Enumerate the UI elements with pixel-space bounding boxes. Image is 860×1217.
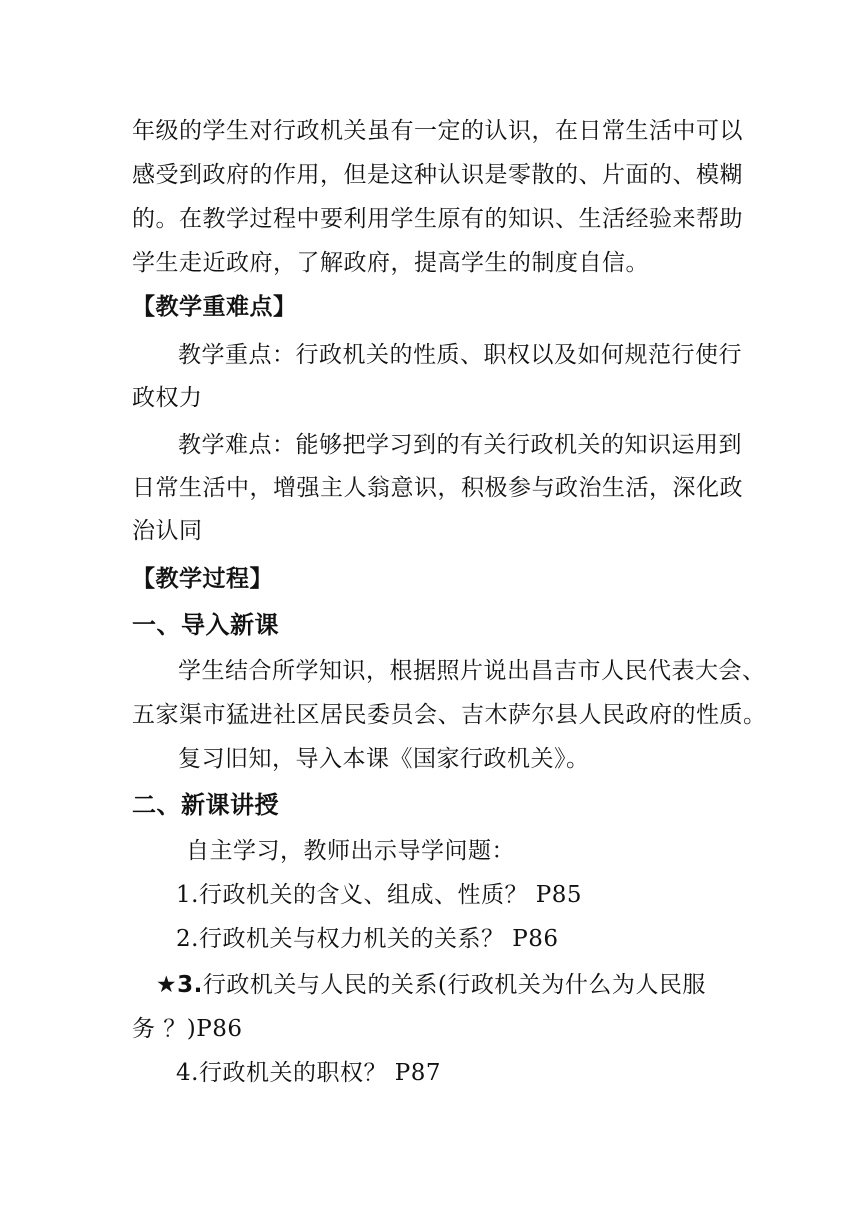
question-4: 4.行政机关的职权？ P87 [176, 1060, 441, 1086]
star-icon: ★3. [156, 972, 203, 998]
section-1-para-line-2: 五家渠市猛进社区居民委员会、吉木萨尔县人民政府的性质。 [132, 702, 767, 728]
question-3-line-1 [156, 970, 706, 1000]
section-1-para-2: 复习旧知，导入本课《国家行政机关》。 [178, 746, 590, 772]
key-point-line-1: 教学重点：行政机关的性质、职权以及如何规范行使行 [178, 342, 742, 368]
question-1: 1.行政机关的含义、组成、性质？ P85 [176, 882, 582, 908]
difficult-point-line-2: 日常生活中，增强主人翁意识，积极参与政治生活，深化政 [132, 475, 743, 501]
section-2-title: 二、新课讲授 [132, 791, 279, 819]
question-2: 2.行政机关与权力机关的关系？ P86 [176, 926, 559, 952]
intro-line-1: 年级的学生对行政机关虽有一定的认识，在日常生活中可以 [132, 118, 743, 144]
intro-line-3: 的。在教学过程中要利用学生原有的知识、生活经验来帮助 [132, 206, 743, 232]
section-1-title: 一、导入新课 [132, 611, 279, 639]
key-point-line-2: 政权力 [132, 385, 203, 411]
question-3-text: 行政机关与人民的关系(行政机关为什么为人民服 [202, 972, 706, 998]
intro-line-4: 学生走近政府，了解政府，提高学生的制度自信。 [132, 250, 649, 276]
section-2-intro: 自主学习，教师出示导学问题： [186, 838, 515, 864]
section-1-para-line-1: 学生结合所学知识，根据照片说出昌吉市人民代表大会、 [178, 658, 766, 684]
process-heading: 【教学过程】 [132, 566, 273, 592]
intro-line-2: 感受到政府的作用，但是这种认识是零散的、片面的、模糊 [132, 162, 743, 188]
difficult-point-line-3: 治认同 [132, 518, 203, 544]
question-3-line-2: 务 ？)P86 [132, 1016, 243, 1042]
difficult-point-line-1: 教学难点：能够把学习到的有关行政机关的知识运用到 [178, 432, 742, 458]
key-points-heading: 【教学重难点】 [132, 294, 297, 320]
